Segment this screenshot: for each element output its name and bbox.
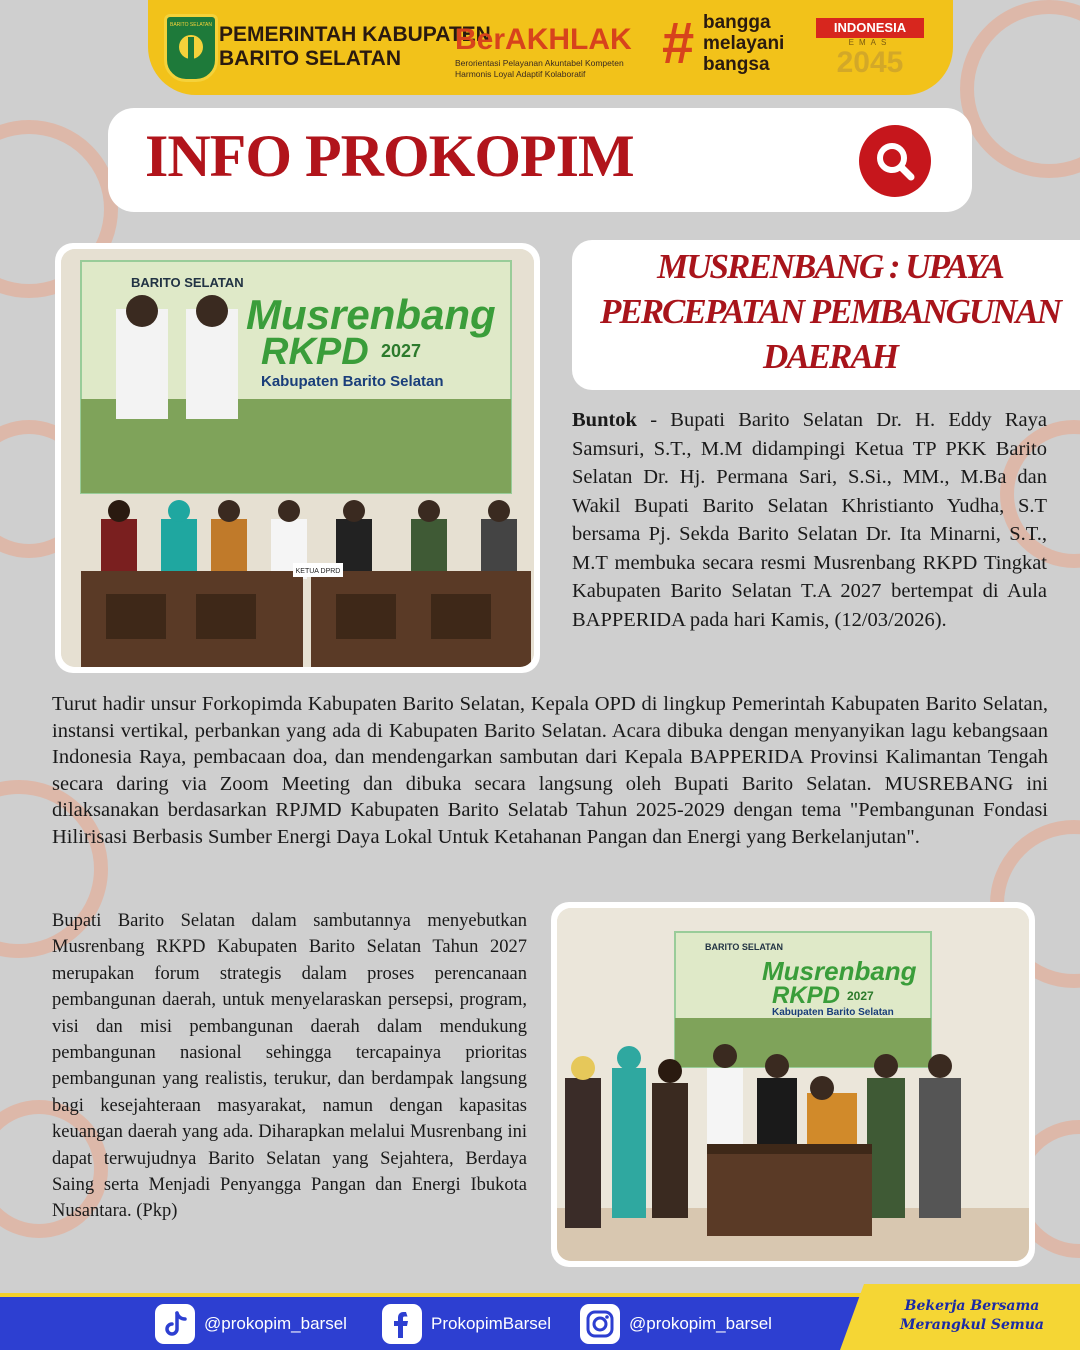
instagram-glyph-icon xyxy=(580,1304,620,1344)
shield-emblem-icon xyxy=(167,17,215,79)
emas-label: EMAS xyxy=(848,38,892,47)
bangga-melayani-bangsa xyxy=(703,12,784,75)
footer-slogan xyxy=(872,1297,1072,1335)
banner1-title1: Musrenbang xyxy=(246,291,496,338)
facebook-icon[interactable] xyxy=(382,1304,422,1344)
banner2-year: 2027 xyxy=(847,989,874,1003)
signing-scene xyxy=(557,908,1029,1261)
article-paragraph-1 xyxy=(572,406,1047,634)
banner1-org: BARITO SELATAN xyxy=(131,275,244,290)
bangga-line2: melayani xyxy=(703,33,785,54)
indonesia-emas-year: 2045 xyxy=(836,46,904,79)
banner1-year: 2027 xyxy=(381,341,422,361)
pemkab-line1: PEMERINTAH KABUPATEN xyxy=(219,23,491,46)
slogan-line2: Merangkul Semua xyxy=(900,1317,1044,1333)
slogan-line1: Bekerja Bersama xyxy=(904,1298,1040,1314)
search-button[interactable] xyxy=(859,125,931,197)
facebook-handle[interactable]: ProkopimBarsel xyxy=(431,1314,551,1333)
banner2-title1: Musrenbang xyxy=(762,956,917,986)
pemkab-line2: BARITO SELATAN xyxy=(219,47,401,70)
tiktok-glyph-icon xyxy=(155,1304,195,1344)
bangga-line3: bangsa xyxy=(703,54,770,75)
page-title: INFO PROKOPIM xyxy=(145,123,634,189)
pemkab-title xyxy=(219,23,491,71)
dateline: Buntok xyxy=(572,409,637,431)
berakhlak-tagline-2: Harmonis Loyal Adaptif Kolaboratif xyxy=(455,69,586,79)
banner2-org: BARITO SELATAN xyxy=(705,942,783,952)
tiktok-icon[interactable] xyxy=(155,1304,195,1344)
facebook-glyph-icon xyxy=(382,1304,422,1344)
search-icon xyxy=(859,125,931,197)
hashtag-icon: # xyxy=(662,11,695,76)
banner2-title2: RKPD xyxy=(772,982,841,1009)
bangga-line1: bangga xyxy=(703,12,771,33)
placard-ketua-dprd: KETUA DPRD xyxy=(295,568,341,575)
svg-text:BARITO SELATAN: BARITO SELATAN xyxy=(170,22,212,28)
berakhlak-tagline xyxy=(455,58,624,80)
article-paragraph-3: Bupati Barito Selatan dalam sambutannya menyebutkan Musrenbang RKPD Kabupaten Barito Selatan Tahun 2027 merupakan forum strategis dalam proses perencanaan pembangunan daerah, untuk menyelaraskan persepsi, program, visi dan misi pembangunan daerah dalam mendukung pembangunan nasional sehingga tercapainya prioritas pembangunan yang realistis, terukur, dan berdampak langsung bagi kesejahteraan masyarakat, namun dengan kapasitas keuangan daerah yang ada. Diharapkan melalui Musrenbang ini dapat terwujudnya Barito Selatan yang Sejahtera, Berdaya Saing serta Menjadi Penyangga Pangan dan Energi Ibukota Nusantara. (Pkp) xyxy=(52,911,527,1222)
lead-text: - Bupati Barito Selatan Dr. H. Eddy Raya Samsuri, S.T., M.M didampingi Ketua TP PKK Barito Selatan Dr. Hj. Permana Sari, S.Si., MM., M.Ba dan Wakil Bupati Barito Selatan Khristianto Yudha, S.T bersama Pj. Sekda Barito Selatan Dr. Ita Minarni, S.T., M.T membuka secara resmi Musrenbang RKPD Tingkat Kabupaten Barito Selatan T.A 2027 bertempat di Aula BAPPERIDA pada hari Kamis, (12/03/2026). xyxy=(572,409,1047,631)
banner1-sub: Kabupaten Barito Selatan xyxy=(261,373,444,390)
banner1-title2: RKPD xyxy=(261,331,369,373)
berakhlak-logo: BerAKHLAK xyxy=(455,23,632,56)
photo-signing xyxy=(551,902,1035,1267)
instagram-icon[interactable] xyxy=(580,1304,620,1344)
kabupaten-logo xyxy=(164,14,218,82)
instagram-handle[interactable]: @prokopim_barsel xyxy=(629,1314,772,1333)
article-headline: MUSRENBANG : UPAYA PERCEPATAN PEMBANGUNAN DAERAH xyxy=(599,247,1061,376)
tiktok-handle[interactable]: @prokopim_barsel xyxy=(204,1314,347,1333)
indonesia-emas-label: INDONESIA xyxy=(816,18,924,38)
photo-opening-ceremony xyxy=(55,243,540,673)
banner2-sub: Kabupaten Barito Selatan xyxy=(772,1007,894,1018)
berakhlak-tagline-1: Berorientasi Pelayanan Akuntabel Kompeten xyxy=(455,58,624,68)
article-paragraph-2: Turut hadir unsur Forkopimda Kabupaten Barito Selatan, Kepala OPD di lingkup Pemerintah Kabupaten Barito Selatan, instansi vertikal, perbankan yang ada di Kabupaten Barito Selatan. Acara dibuka dengan menyanyikan lagu kebangsaan Indonesia Raya, pembacaan doa, dan mendengarkan sambutan dari Kepala BAPPERIDA Provinsi Kalimantan Tengah secara daring via Zoom Meeting dan dibuka secara langsung oleh Bupati Barito Selatan. MUSREBANG ini dilaksanakan berdasarkan RPJMD Kabupaten Barito Selatab Tahun 2025-2029 dengan tema "Pembangunan Fondasi Hilirisasi Berbasis Sumber Energi Daya Lokal Untuk Ketahanan Pangan dan Energi yang Berkelanjutan". xyxy=(52,693,1048,848)
opening-ceremony-scene xyxy=(61,249,534,667)
